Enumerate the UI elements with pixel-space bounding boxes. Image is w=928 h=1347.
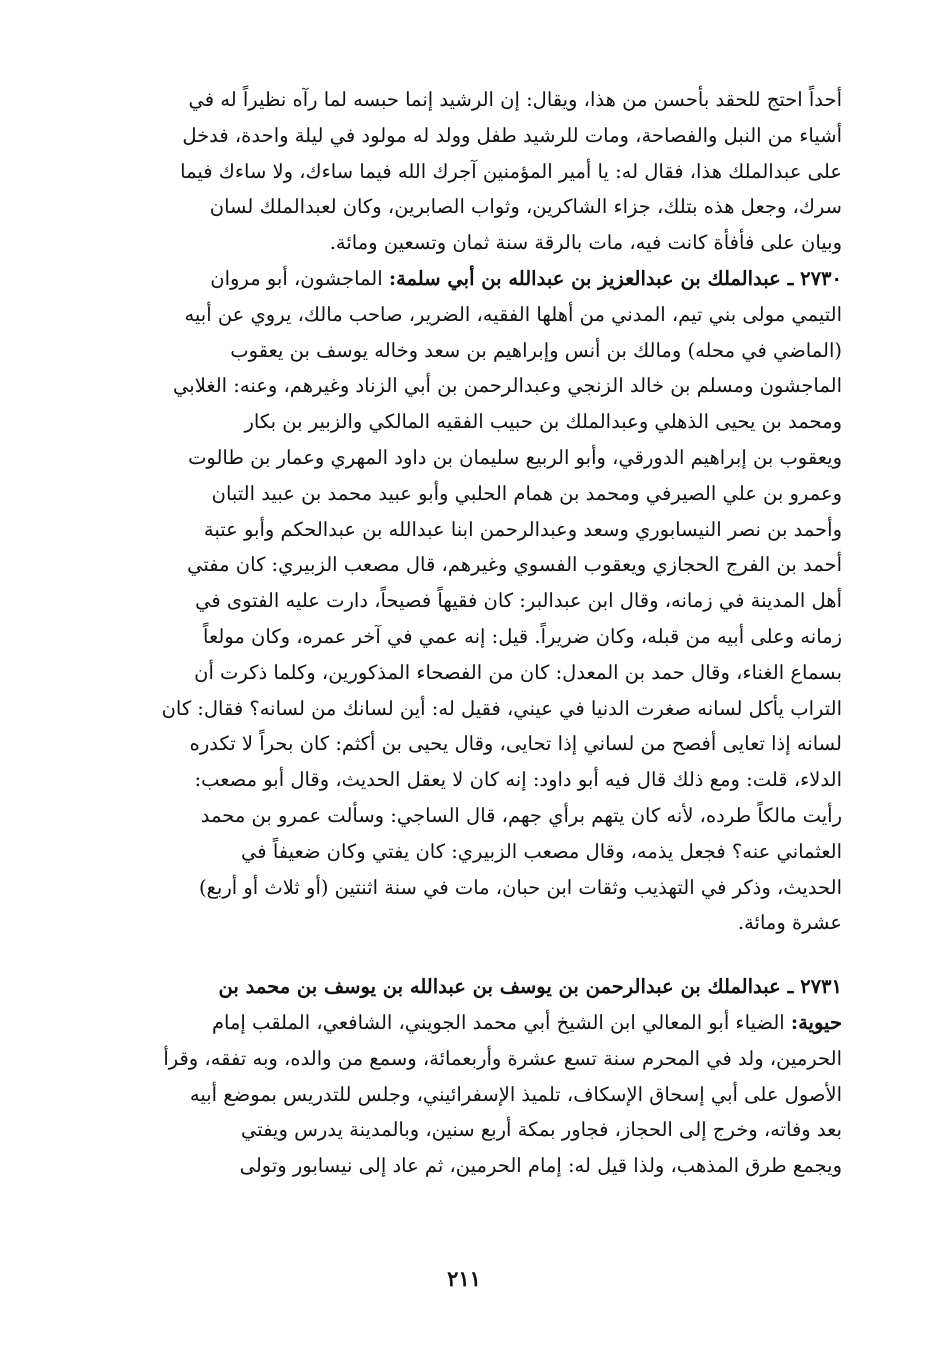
text-line: العثماني عنه؟ فجعل يذمه، وقال مصعب الزبيري: كان يفتي وكان ضعيفاً في — [241, 839, 842, 863]
text-line: وبيان على فأفأة كانت فيه، مات بالرقة سنة ثمان وتسعين ومائة. — [329, 231, 842, 255]
entry-heading-rest: الضياء أبو المعالي ابن الشيخ أبي محمد الجويني، الشافعي، الملقب إمام — [211, 1010, 791, 1034]
text-line: على عبدالملك هذا، فقال له: يا أمير المؤمنين آجرك الله فيما ساءك، ولا ساءك فيما — [180, 159, 842, 183]
text-line: الدلاء، قلت: ومع ذلك قال فيه أبو داود: إنه كان لا يعقل الحديث، وقال أبو مصعب: — [194, 768, 842, 792]
text-line: الحديث، وذكر في التهذيب وثقات ابن حبان، مات في سنة اثنتين (أو ثلاث أو أربع) — [198, 875, 842, 899]
page-number: ٢١١ — [447, 1266, 481, 1291]
text-line: بعد وفاته، وخرج إلى الحجاز، فجاور بمكة أربع سنين، وبالمدينة يدرس ويفتي — [241, 1118, 842, 1142]
entry-heading-line — [100, 261, 842, 297]
text-line: أهل المدينة في زمانه، وقال ابن عبدالبر: كان فقيهاً فصيحاً، دارت عليه الفتوى في — [195, 589, 842, 613]
text-line: ومحمد بن يحيى الذهلي وعبدالملك بن حبيب الفقيه المالكي والزبير بن بكار — [244, 410, 842, 434]
text-line: زمانه وعلى أبيه من قبله، وكان ضريراً. قيل: إنه عمي في آخر عمره، وكان مولعاً — [203, 624, 842, 648]
entry-2730 — [100, 261, 842, 941]
text-line: وأحمد بن نصر النيسابوري وسعد وعبدالرحمن ابنا عبدالله بن عبدالحكم وأبو عتبة — [203, 517, 842, 541]
text-line: سرك، وجعل هذه بتلك، جزاء الشاكرين، وثواب الصابرين، وكان لعبدالملك لسان — [209, 195, 842, 219]
text-line: ويعقوب بن إبراهيم الدورقي، وأبو الربيع سليمان بن داود المهري وعمار بن طالوت — [188, 445, 842, 469]
text-line: أحمد بن الفرج الحجازي ويعقوب الفسوي وغيرهم، قال مصعب الزبيري: كان مفتي — [187, 553, 842, 577]
entry-heading: ٢٧٣١ ـ عبدالملك بن عبدالرحمن بن يوسف بن عبدالله بن يوسف بن محمد بن — [218, 975, 842, 999]
intro-paragraph — [100, 82, 842, 261]
entry-heading-line — [100, 1005, 842, 1041]
text-line: ويجمع طرق المذهب، ولذا قيل له: إمام الحرمين، ثم عاد إلى نيسابور وتولى — [239, 1154, 842, 1178]
entry-2731 — [100, 969, 842, 1184]
text-line: الأصول على أبي إسحاق الإسكاف، تلميذ الإسفرائيني، وجلس للتدريس بموضع أبيه — [189, 1082, 842, 1106]
text-line: التراب يأكل لسانه صغرت الدنيا في عيني، فقيل له: أين لسانك من لسانه؟ فقال: كان — [161, 696, 842, 720]
text-line: التيمي مولى بني تيم، المدني من أهلها الفقيه، الضرير، صاحب مالك، يروي عن أبيه — [184, 302, 842, 326]
text-line: وعمرو بن علي الصيرفي ومحمد بن همام الحلبي وأبو عبيد محمد بن عبيد التبان — [211, 481, 842, 505]
entry-heading-rest: الماجشون، أبو مروان — [210, 266, 389, 290]
text-line: أشياء من النبل والفصاحة، ومات للرشيد طفل وولد له مولود في ليلة واحدة، فدخل — [182, 123, 842, 147]
text-line: لسانه إذا تعايى أفصح من لساني إذا تحايى، وقال يحيى بن أكثم: كان بحراً لا تكدره — [189, 732, 842, 756]
text-line: بسماع الغناء، وقال حمد بن المعدل: كان من الفصحاء المذكورين، وكلما ذكرت أن — [194, 660, 842, 684]
text-line: الحرمين، ولد في المحرم سنة تسع عشرة وأربعمائة، وسمع من والده، وبه تفقه، وقرأ — [163, 1046, 842, 1070]
text-line: عشرة ومائة. — [737, 911, 842, 935]
text-line: أحداً احتج للحقد بأحسن من هذا، ويقال: إن الرشيد إنما حبسه لما رآه نظيراً له في — [188, 88, 842, 111]
entry-heading-cont: حيوية: — [790, 1010, 842, 1034]
entry-heading: ٢٧٣٠ ـ عبدالملك بن عبدالعزيز بن عبدالله بن أبي سلمة: — [388, 266, 842, 290]
text-line: الماجشون ومسلم بن خالد الزنجي وعبدالرحمن بن أبي الزناد وغيرهم، وعنه: الغلابي — [173, 374, 842, 398]
text-line: رأيت مالكاً طرده، لأنه كان يتهم برأي جهم، قال الساجي: وسألت عمرو بن محمد — [200, 803, 842, 827]
text-line: (الماضي في محله) ومالك بن أنس وإبراهيم بن سعد وخاله يوسف بن يعقوب — [230, 338, 842, 362]
